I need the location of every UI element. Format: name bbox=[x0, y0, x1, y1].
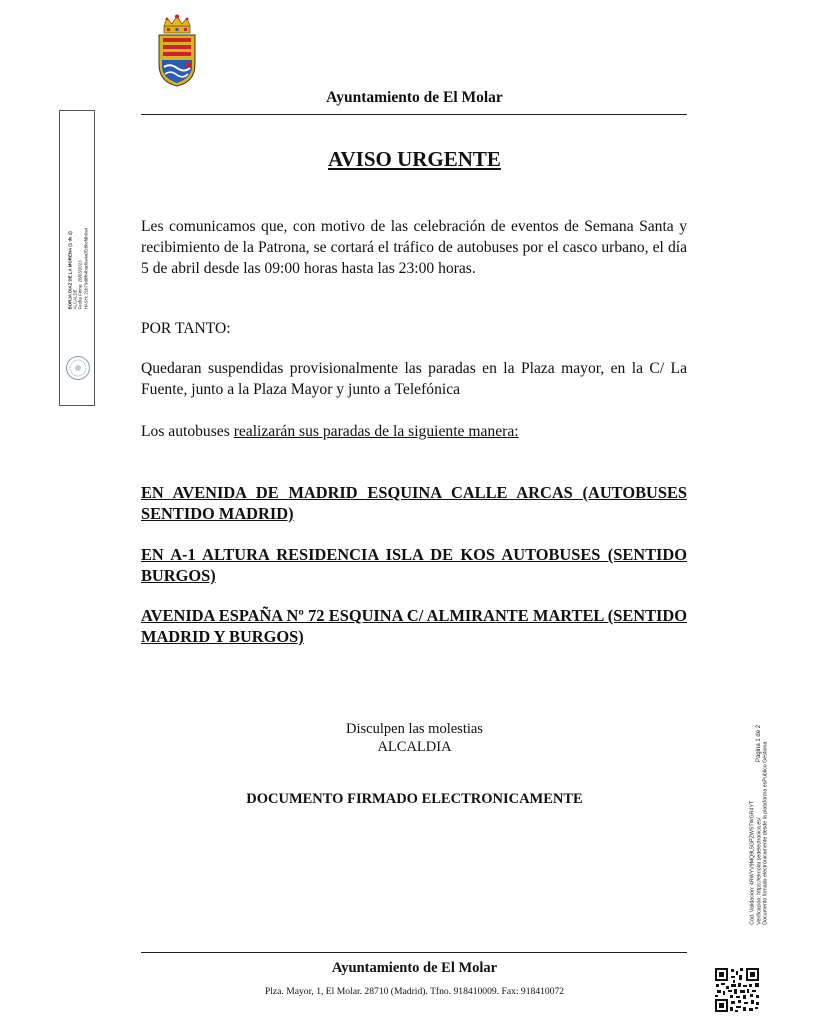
coat-of-arms-icon bbox=[155, 14, 199, 88]
signer-role: ALCALDE bbox=[72, 289, 78, 310]
footer-title: Ayuntamiento de El Molar bbox=[331, 960, 498, 976]
seal-icon bbox=[65, 355, 91, 381]
paragraph-announcement: Les comunicamos que, con motivo de las celebración de eventos de Semana Santa y recibimiento de la Patrona, se cortará el tráfico de autobuses por el casco urbano, el día 5 de abril desde las 09:00 horas hasta las 23:00 horas. bbox=[141, 218, 687, 277]
header-divider bbox=[141, 114, 687, 115]
qr-code-icon bbox=[714, 967, 760, 1013]
signature-stamp-text bbox=[68, 173, 89, 309]
notice-title: AVISO URGENTE bbox=[328, 147, 501, 171]
stop-item: EN AVENIDA DE MADRID ESQUINA CALLE ARCAS (AUTOBUSES SENTIDO MADRID) bbox=[141, 483, 687, 523]
stop-item: EN A-1 ALTURA RESIDENCIA ISLA DE KOS AUTOBUSES (SENTIDO BURGOS) bbox=[141, 545, 687, 585]
page-number: Página 1 de 2 bbox=[756, 724, 762, 762]
verification-text bbox=[749, 735, 769, 925]
signed-notice: DOCUMENTO FIRMADO ELECTRONICAMENTE bbox=[246, 791, 583, 807]
signature-date: Fecha Firma: 28/03/2023 bbox=[78, 260, 83, 310]
header-title: Ayuntamiento de El Molar bbox=[326, 89, 503, 106]
stop-item: AVENIDA ESPAÑA Nº 72 ESQUINA C/ ALMIRANTE MARTEL (SENTIDO MADRID Y BURGOS) bbox=[141, 606, 687, 646]
signature-stamp-box bbox=[59, 110, 95, 406]
platform-note: Documento firmado electrónicamente desde la plataforma esPublico Gestiona bbox=[762, 741, 769, 925]
paragraph-new-stops-intro bbox=[141, 421, 687, 442]
footer-divider bbox=[141, 952, 687, 953]
verification-url: Verificación: https://elmolar.sedelectronica.es/ bbox=[755, 817, 762, 925]
validation-code: Cód. Validación: 4RWYV9MQ9L5GPZWSTWGR4YT bbox=[749, 800, 756, 925]
paragraph-suspended-stops: Quedaran suspendidas provisionalmente las paradas en la Plaza mayor, en la C/ La Fuente, junto a la Plaza Mayor y junto a Telefónica bbox=[141, 360, 687, 398]
paragraph-therefore: POR TANTO: bbox=[141, 320, 231, 337]
signature-hash: HASH: 21b79d8fb4bad0a4a0f28bcfdb0a4 bbox=[83, 227, 89, 310]
apology-line: Disculpen las molestias bbox=[346, 721, 483, 737]
signer-name: BORJA DIAZ DE LA MORENA (1 de 1) bbox=[67, 231, 73, 310]
signatory-line: ALCALDIA bbox=[377, 739, 452, 755]
intro-plain-text: Los autobuses bbox=[141, 423, 234, 440]
intro-underlined-text: realizarán sus paradas de la siguiente manera: bbox=[233, 423, 519, 440]
footer-address: Plza. Mayor, 1, El Molar. 28710 (Madrid). Tfno. 918410009. Fax: 918410072 bbox=[264, 986, 565, 997]
